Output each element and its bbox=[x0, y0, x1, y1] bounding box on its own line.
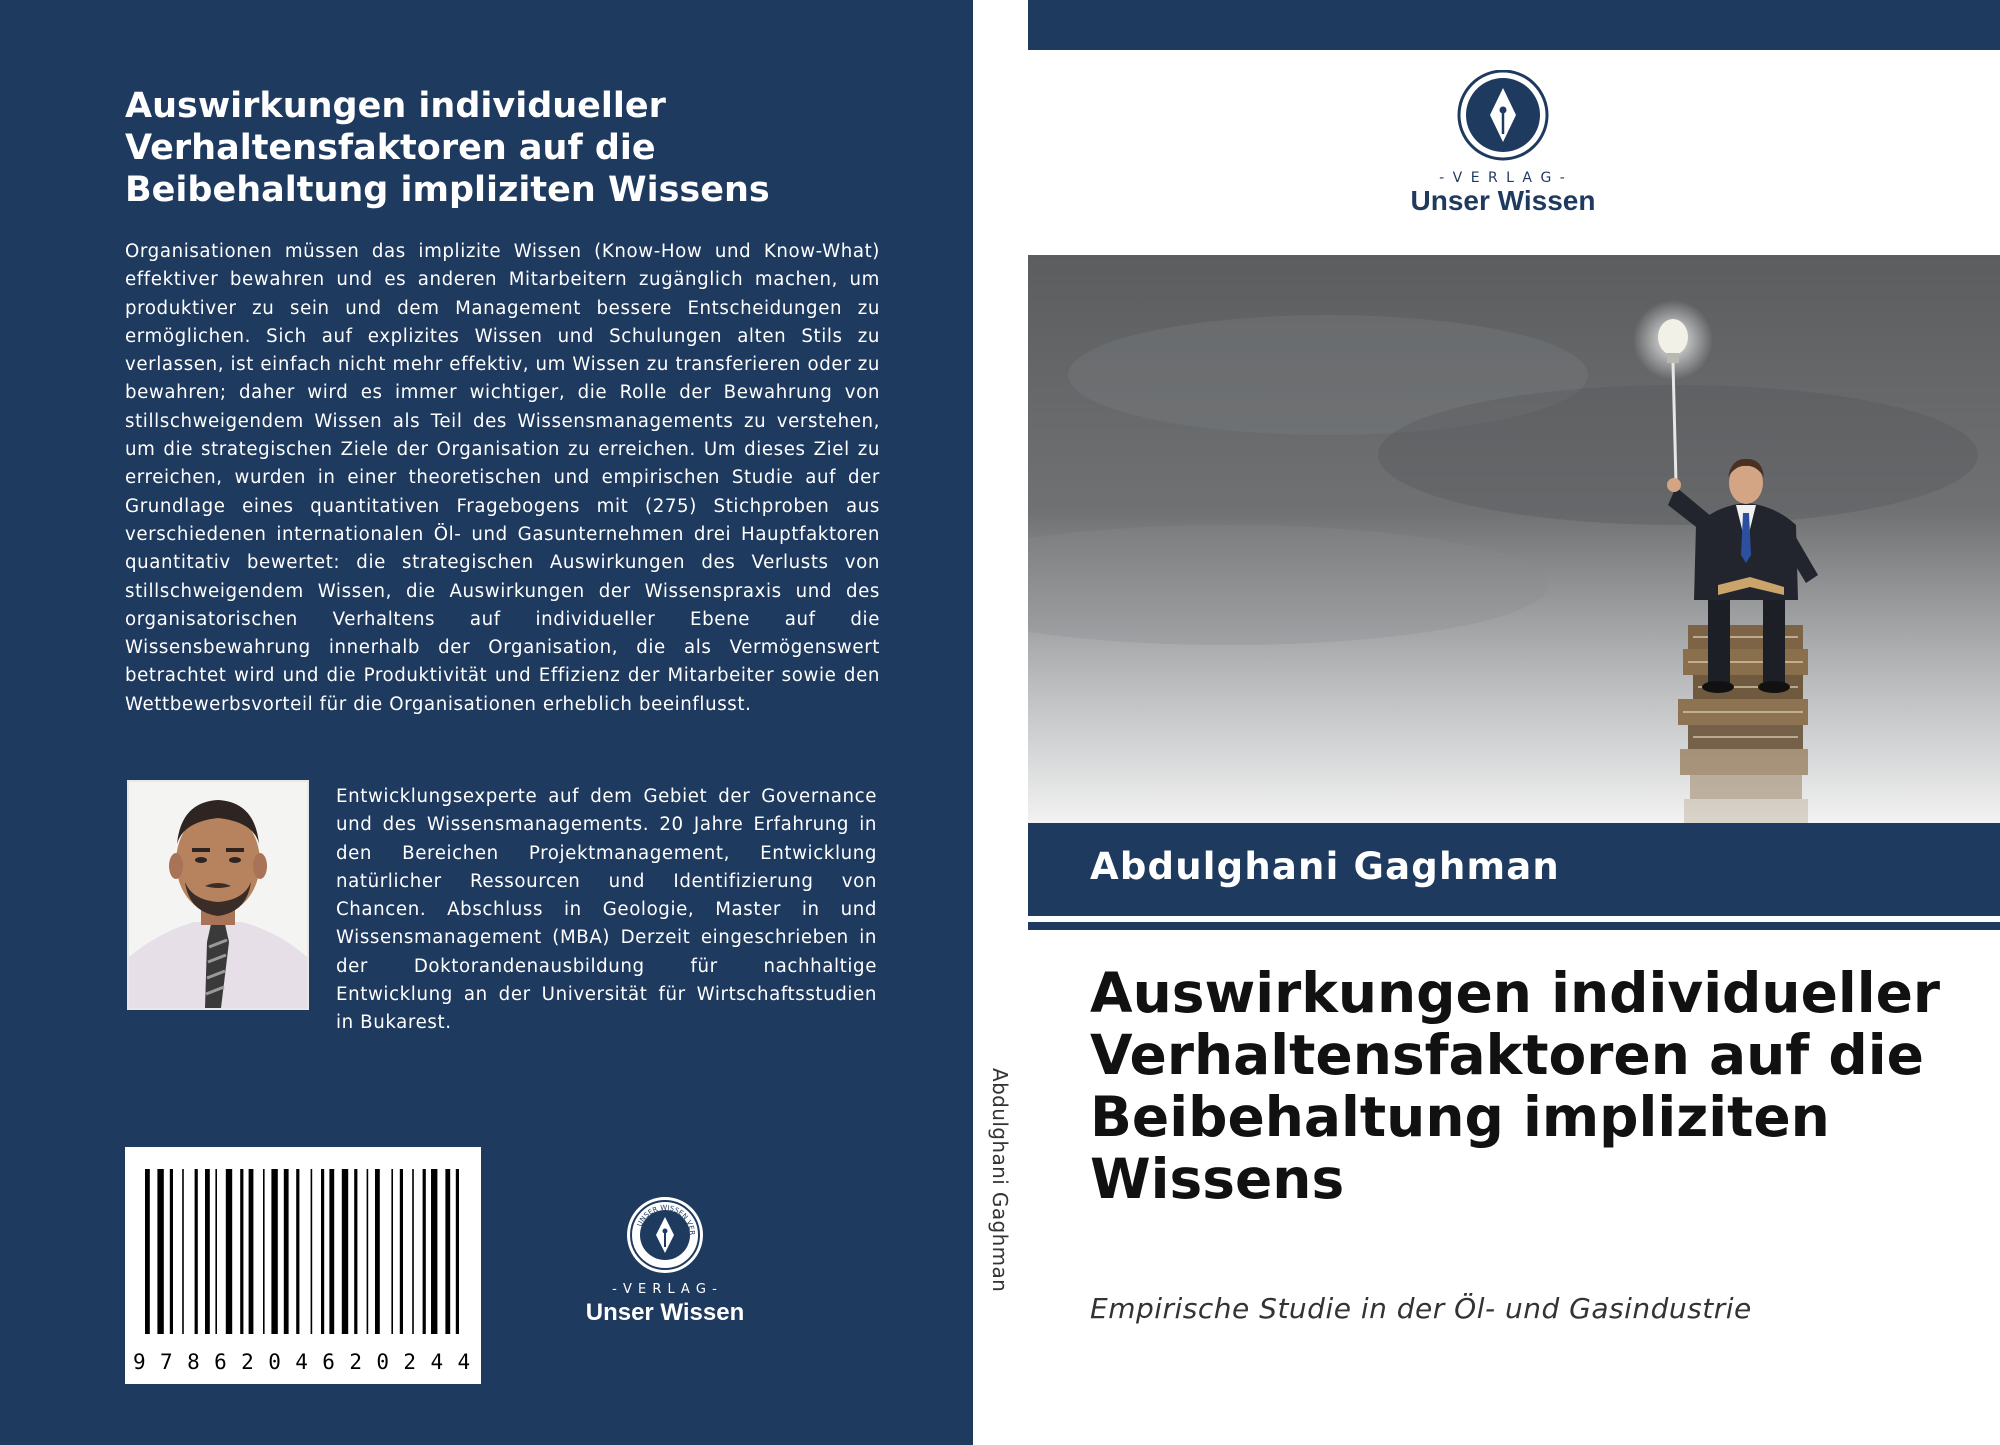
front-author-name: Abdulghani Gaghman bbox=[1090, 845, 1560, 888]
cover-photo-businessman-on-books bbox=[1028, 255, 2000, 823]
back-cover-title: Auswirkungen individueller Verhaltensfaktoren auf die Beibehaltung impliziten Wissens bbox=[125, 86, 770, 210]
front-logo-verlag: - V E R L A G - bbox=[1439, 170, 1567, 186]
front-cover bbox=[1028, 0, 2000, 1445]
isbn-digits: 9786204620244 bbox=[133, 1350, 485, 1374]
back-cover bbox=[0, 0, 973, 1445]
divider-rule bbox=[1028, 922, 2000, 930]
author-photo bbox=[127, 780, 309, 1010]
author-band bbox=[1028, 823, 2000, 916]
back-cover-blurb: Organisationen müssen das implizite Wissen (Know-How und Know-What) effektiver bewahren und es anderen Mitarbeitern zugänglich machen, um produktiver zu sein und dem Management bessere Entscheidungen zu ermöglichen. Sich auf explizites Wissen und Schulungen alten Stils zu verlassen, ist einfach nicht mehr effektiv, um Wissen zu transferieren oder zu bewahren; daher wird es immer wichtiger, die Rolle der Bewahrung von stillschweigendem Wissen als Teil des Wissensmanagements zu verstehen, um die strategischen Ziele der Organisation zu erreichen. Um dieses Ziel zu erreichen, wurden in einer theoretischen und empirischen Studie auf der Grundlage eines quantitativen Fragebogens mit (275) Stichproben aus verschiedenen internationalen Öl- und Gasunternehmen drei Hauptfaktoren quantitativ bewertet: die strategischen Auswirkungen des Verlusts von stillschweigendem Wissen, die Auswirkungen der Wissenspraxis und des organisatorischen Verhaltens auf individueller Ebene auf die Wissensbewahrung innerhalb der Organisation, die als Vermögenswert betrachtet wird und die Produktivität und Effizienz der Mitarbeiter sowie den Wettbewerbsvorteil für die Organisationen erheblich beeinflusst. bbox=[125, 241, 880, 715]
back-logo-verlag: - V E R L A G - bbox=[612, 1282, 718, 1297]
top-band bbox=[1028, 0, 2000, 50]
front-cover-title: Auswirkungen individueller Verhaltensfaktoren auf die Beibehaltung impliziten Wissens bbox=[1090, 961, 1941, 1211]
logo-ring-text: UNSER WISSEN VER bbox=[635, 1203, 697, 1236]
back-logo-name: Unser Wissen bbox=[585, 1299, 745, 1326]
publisher-logo-back bbox=[560, 1195, 770, 1335]
publisher-logo-front bbox=[1388, 70, 1618, 220]
front-logo-name: Unser Wissen bbox=[1410, 185, 1596, 216]
isbn-barcode bbox=[125, 1147, 485, 1384]
author-bio: Entwicklungsexperte auf dem Gebiet der Governance und des Wissensmanagements. 20 Jahre Erfahrung in den Bereichen Projektmanagement, Entwicklung natürlicher Ressourcen und Identifizierung von Chancen. Abschluss in Geologie, Master in und Wissensmanagement (MBA) Derzeit eingeschrieben in der Doktorandenausbildung für nachhaltige Entwicklung an der Universität für Wirtschaftsstudien in Bukarest. bbox=[336, 786, 877, 1034]
spine-author-text: Abdulghani Gaghman bbox=[988, 1068, 1012, 1293]
front-cover-subtitle: Empirische Studie in der Öl- und Gasindustrie bbox=[1090, 1292, 1752, 1325]
